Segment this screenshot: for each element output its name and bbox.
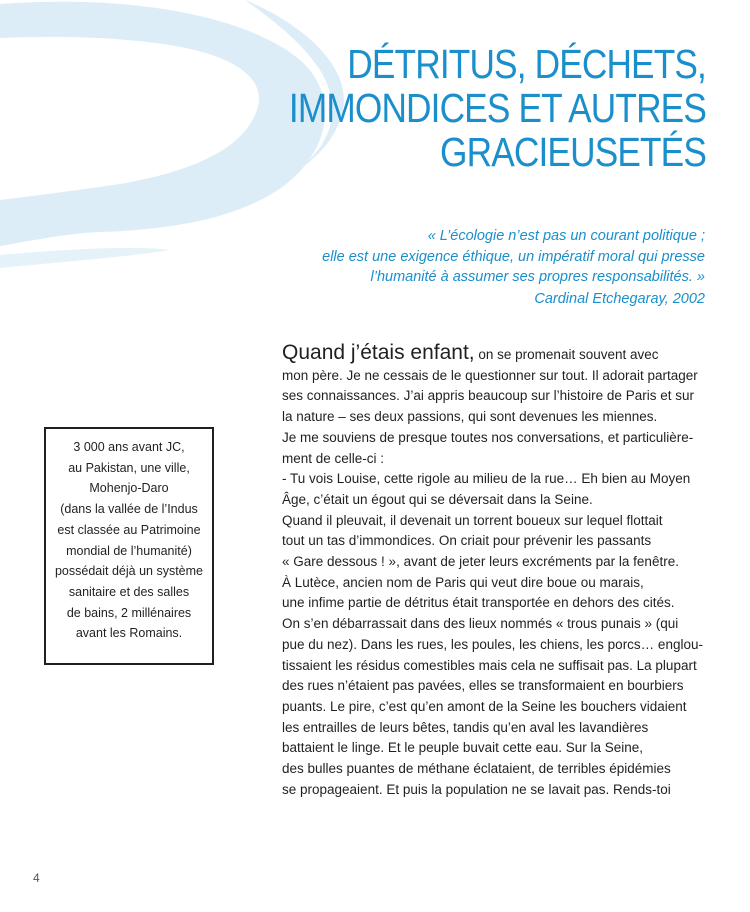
quote-author: Cardinal Etchegaray, 2002 [534, 290, 705, 307]
body-line: ment de celle-ci : [282, 450, 385, 466]
sidebar-line: 3 000 ans avant JC, [73, 440, 185, 454]
title-line: DÉTRITUS, DÉCHETS, [347, 41, 706, 87]
page-number: 4 [33, 871, 40, 885]
epigraph-quote [185, 226, 705, 309]
body-line: des rues n’étaient pas pavées, elles se transformaient en bourbiers [282, 678, 684, 694]
body-line: tissaient les résidus comestibles mais cela ne suffisait pas. La plupart [282, 657, 697, 673]
page-title [259, 42, 706, 174]
sidebar-line: est classée au Patrimoine [57, 522, 201, 537]
title-line: IMMONDICES ET AUTRES [288, 85, 706, 131]
body-line: la nature – ses deux passions, qui sont devenues les miennes. [282, 409, 658, 425]
sidebar-line: sanitaire et des salles [68, 584, 190, 599]
body-line: des bulles puantes de méthane éclataient, de terribles épidémies [282, 761, 671, 777]
quote-line: « L’écologie n’est pas un courant politique ; [427, 228, 705, 244]
quote-line: l’humanité à assumer ses propres responsabilités. » [370, 269, 705, 285]
lead-in: Quand j’étais enfant, [282, 341, 475, 364]
body-line: - Tu vois Louise, cette rigole au milieu de la rue… Eh bien au Moyen [282, 471, 691, 487]
title-line: GRACIEUSETÉS [440, 129, 706, 175]
body-line: tout un tas d’immondices. On criait pour prévenir les passants [282, 533, 652, 549]
body-line: les entrailles de leurs bêtes, tandis qu’en aval les lavandières [282, 719, 649, 735]
sidebar-line: possédait déjà un système [54, 564, 203, 579]
body-line: se propageaient. Et puis la population ne se lavait pas. Rends-toi [282, 781, 671, 797]
body-text [282, 343, 712, 800]
sidebar-line: (dans la vallée de l’Indus [60, 502, 198, 517]
body-line: puants. Le pire, c’est qu’en amont de la Seine les bouchers vidaient [282, 698, 687, 714]
body-line: battaient le linge. Et le peuple buvait cette eau. Sur la Seine, [282, 740, 643, 756]
sidebar-line: mondial de l’humanité) [66, 543, 192, 558]
body-line: Âge, c’était un égout qui se déversait dans la Seine. [282, 491, 593, 507]
body-first-line [282, 343, 712, 366]
body-line: « Gare dessous ! », avant de jeter leurs excréments par la fenêtre. [282, 554, 679, 570]
sidebar-fact-box [44, 427, 214, 665]
sidebar-line: avant les Romains. [75, 626, 183, 641]
sidebar-line: de bains, 2 millénaires [66, 605, 192, 620]
sidebar-line: au Pakistan, une ville, [68, 460, 190, 475]
body-line: On s’en débarrassait dans des lieux nommés « trous punais » (qui [282, 616, 679, 632]
sidebar-line: Mohenjo-Daro [89, 481, 169, 496]
body-line-rest: on se promenait souvent avec [474, 347, 659, 362]
body-line: une infime partie de détritus était transportée en dehors des cités. [282, 595, 675, 611]
body-line: Je me souviens de presque toutes nos conversations, et particulière- [282, 429, 694, 445]
body-line: pue du nez). Dans les rues, les poules, les chiens, les porcs… englou- [282, 636, 703, 652]
body-line: À Lutèce, ancien nom de Paris qui veut dire boue ou marais, [282, 574, 644, 590]
body-line: mon père. Je ne cessais de le questionner sur tout. Il adorait partager [282, 367, 698, 383]
body-line: ses connaissances. J’ai appris beaucoup sur l’histoire de Paris et sur [282, 388, 694, 404]
body-line: Quand il pleuvait, il devenait un torrent boueux sur lequel flottait [282, 512, 663, 528]
quote-line: elle est une exigence éthique, un impératif moral qui presse [322, 248, 705, 265]
